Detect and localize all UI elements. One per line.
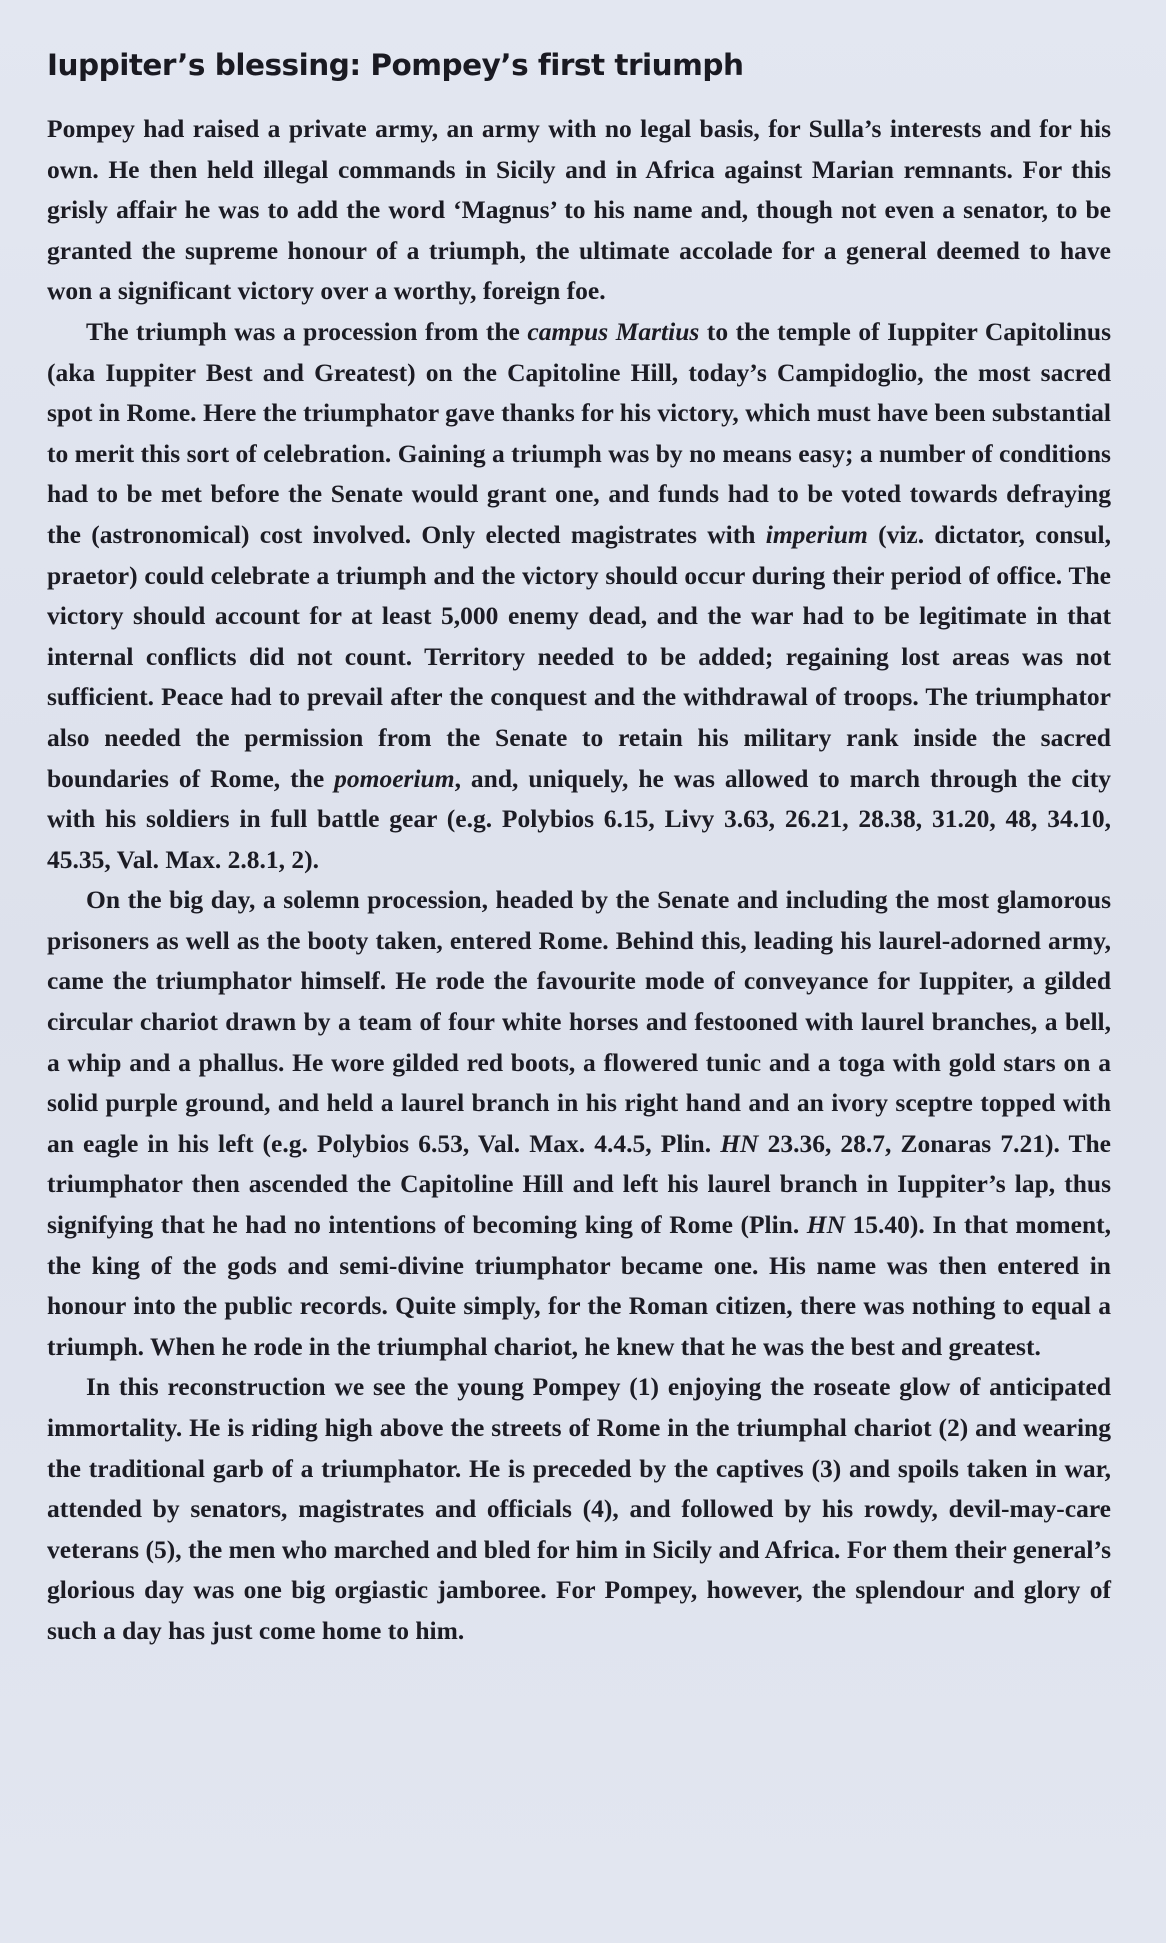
paragraph-1 — [47, 109, 1111, 312]
italic-term: HN — [806, 1210, 846, 1240]
italic-term: imperium — [765, 519, 868, 549]
text-run: , and, uniquely, he was allowed to march through the city with his soldiers in full battle gear (e.g. Polybios 6.15, Livy 3.63, 26.21, 28.38, 31.20, 48, 34.10, 45.35, Val. Max. 2.8.1, 2). — [47, 763, 1111, 874]
text-run: 15.40). In that moment, the king of the gods and semi-divine triumphator became one. His name was then entered in honour into the public records. Quite simply, for the Roman citizen, there was nothing to equal a triumph. When he rode in the triumphal chariot, he knew that he was the best and greatest. — [47, 1210, 1111, 1361]
body-text — [47, 109, 1111, 1652]
text-run: The triumph was a procession from the — [86, 316, 528, 346]
text-run: (viz. dictator, consul, praetor) could celebrate a triumph and the victory should occur during their period of office. The victory should account for at least 5,000 enemy dead, and the war had to be legitimate in that internal conflicts did not count. Territory needed to be added; regaining lost areas was not sufficient. Peace had to prevail after the conquest and the withdrawal of troops. The triumphator also needed the permission from the Senate to retain his military rank inside the sacred boundaries of Rome, the — [47, 519, 1111, 793]
paragraph-3 — [47, 880, 1111, 1367]
text-run: Pompey had raised a private army, an army with no legal basis, for Sulla’s interests and for his own. He then held illegal commands in Sicily and in Africa against Marian remnants. For this grisly affair he was to add the word ‘Magnus’ to his name and, though not even a senator, to be granted the supreme honour of a triumph, the ultimate accolade for a general deemed to have won a significant victory over a worthy, foreign foe. — [47, 114, 1111, 306]
text-run: to the temple of Iuppiter Capitolinus (aka Iuppiter Best and Greatest) on the Capitoline Hill, today’s Campidoglio, the most sacred spot in Rome. Here the triumphator gave thanks for his victory, which must have been substantial to merit this sort of celebration. Gaining a triumph was by no means easy; a number of conditions had to be met before the Senate would grant one, and funds had to be voted towards defraying the (astronomical) cost involved. Only elected magistrates with — [47, 316, 1111, 549]
paragraph-2 — [47, 312, 1111, 880]
paragraph-4 — [47, 1367, 1111, 1651]
text-run: 23.36, 28.7, Zonaras 7.21). The triumphator then ascended the Capitoline Hill and left his laurel branch in Iuppiter’s lap, thus signifying that he had no intentions of becoming king of Rome (Plin. — [47, 1128, 1111, 1240]
section-heading: Iuppiter’s blessing: Pompey’s first triumph — [47, 48, 744, 82]
text-run: On the big day, a solemn procession, headed by the Senate and including the most glamorous prisoners as well as the booty taken, entered Rome. Behind this, leading his laurel-adorned army, came the triumphator himself. He rode the favourite mode of conveyance for Iuppiter, a gilded circular chariot drawn by a team of four white horses and festooned with laurel branches, a bell, a whip and a phallus. He wore gilded red boots, a flowered tunic and a toga with gold stars on a solid purple ground, and held a laurel branch in his right hand and an ivory sceptre topped with an eagle in his left (e.g. Polybios 6.53, Val. Max. 4.4.5, Plin. — [47, 885, 1111, 1158]
italic-term: pomoerium — [334, 763, 455, 793]
italic-term: campus Martius — [527, 316, 700, 346]
text-run: In this reconstruction we see the young Pompey (1) enjoying the roseate glow of anticipated immortality. He is riding high above the streets of Rome in the triumphal chariot (2) and wearing the traditional garb of a triumphator. He is preceded by the captives (3) and spoils taken in war, attended by senators, magistrates and officials (4), and followed by his rowdy, devil-may-care veterans (5), the men who marched and bled for him in Sicily and Africa. For them their general’s glorious day was one big orgiastic jamboree. For Pompey, however, the splendour and glory of such a day has just come home to him. — [47, 1372, 1111, 1645]
italic-term: HN — [720, 1128, 759, 1158]
